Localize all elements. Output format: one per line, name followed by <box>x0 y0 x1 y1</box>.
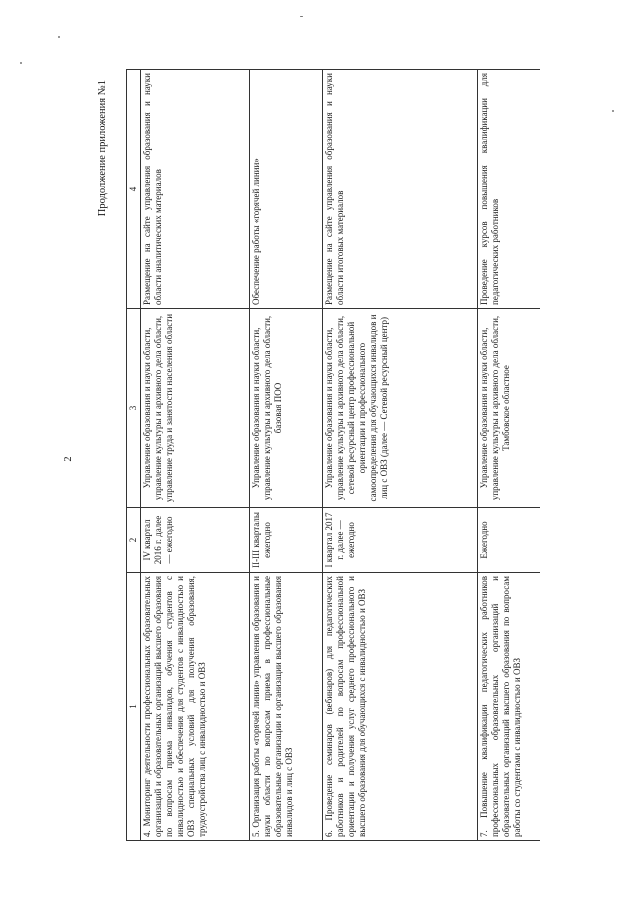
header-cell-1: 1 <box>127 573 141 841</box>
responsible-cell: Управление образования и науки области, управление культуры и архивного дела области, управление труда и занятости населения области <box>141 309 250 508</box>
header-cell-4: 4 <box>127 70 141 309</box>
result-cell: Проведение курсов повышения квалификации для педагогических работников <box>478 70 541 309</box>
scan-speck <box>58 36 60 38</box>
header-cell-3: 3 <box>127 309 141 508</box>
table-row <box>478 70 541 841</box>
scan-speck <box>20 62 22 64</box>
deadline-cell: IV квартал 2016 г. далее — ежегодно <box>141 508 250 573</box>
table-row <box>250 70 323 841</box>
result-cell: Размещение на сайте управления образования и науки области аналитических материалов <box>141 70 250 309</box>
table-row <box>141 70 250 841</box>
activity-cell: 4. Мониторинг деятельности профессиональных образовательных организаций и образовательных организаций высшего образования по вопросам приема инвалидов, обучения студентов с инвалидностью и обеспечения для студентов с инвалидностью и ОВЗ специальных условий для получения образования, трудоустройства лиц с инвалидностью и ОВЗ <box>141 573 250 841</box>
result-cell: Обеспечение работы «горячей линии» <box>250 70 323 309</box>
responsible-cell: Управление образования и науки области, управление культуры и архивного дела области, базовая ПОО <box>250 309 323 508</box>
table-row <box>323 70 478 841</box>
activity-cell: 6. Проведение семинаров (вебинаров) для педагогических работников и родителей по вопросам профессиональной ориентации и получения услуг среднего профессионального и высшего образования для обучающихся с инвалидностью и ОВЗ <box>323 573 478 841</box>
deadline-cell: Ежегодно <box>478 508 541 573</box>
deadline-cell: I квартал 2017 г. далее — ежегодно <box>323 508 478 573</box>
activity-cell: 7. Повышение квалификации педагогических работников профессиональных образовательных организаций и образовательных организаций высшего образования по вопросам работы со студентами с инвалидностью и ОВЗ <box>478 573 541 841</box>
scan-speck <box>612 110 614 112</box>
scan-speck <box>300 16 303 17</box>
responsible-cell: Управление образования и науки области, управление культуры и архивного дела области, Тамбовское областное <box>478 309 541 508</box>
appendix-caption: Продолжение приложения №1 <box>97 80 108 217</box>
result-cell: Размещение на сайте управления образования и науки области итоговых материалов <box>323 70 478 309</box>
document-page <box>63 70 573 849</box>
activity-cell: 5. Организация работы «горячей линии» управления образования и науки области по вопросам приема в профессиональные образовательные организации и организации высшего образования инвалидов и лиц с ОВЗ <box>250 573 323 841</box>
deadline-cell: II-III кварталы ежегодно <box>250 508 323 573</box>
header-cell-2: 2 <box>127 508 141 573</box>
activity-table <box>126 69 540 841</box>
responsible-cell: Управление образования и науки области, управление культуры и архивного дела области, сетевой ресурсный центр профессиональной ориентации и профессионального самоопределения для обучающихся инвалидов и лиц с ОВЗ (далее — Сетевой ресурсный центр) <box>323 309 478 508</box>
page-number: 2 <box>63 456 74 462</box>
table-header-row <box>127 70 141 841</box>
